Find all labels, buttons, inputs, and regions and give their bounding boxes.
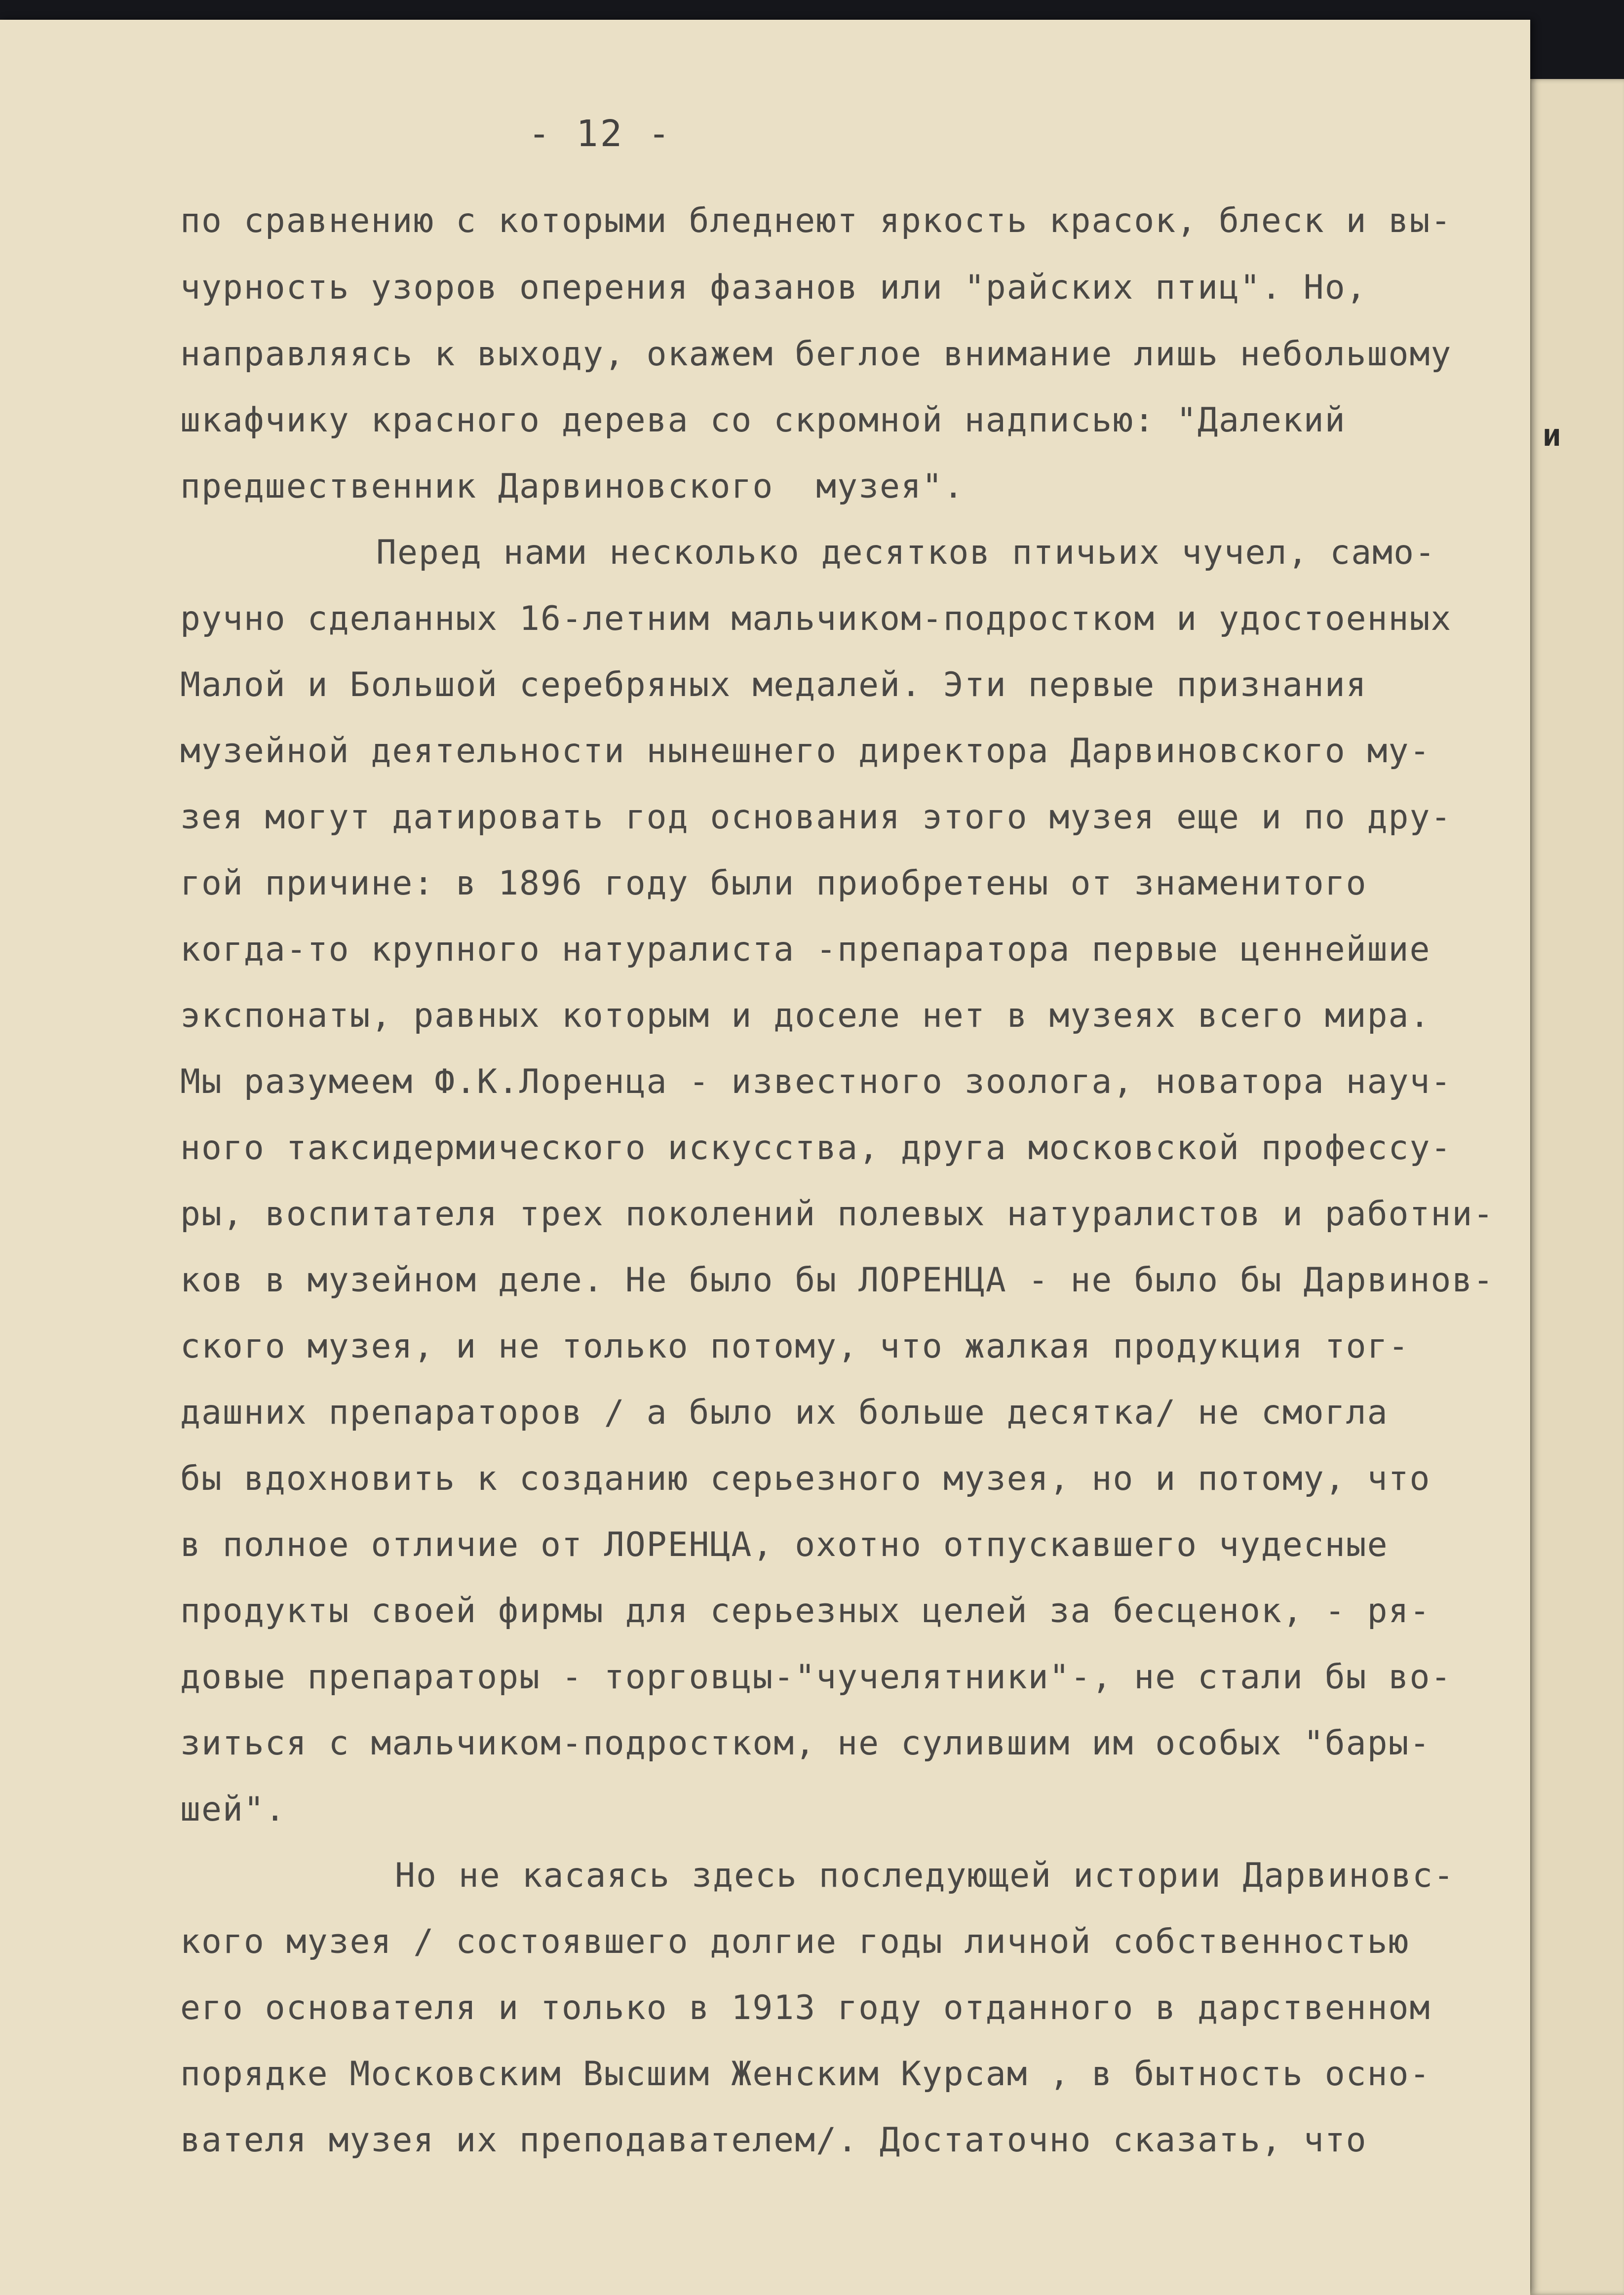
text-line: ного таксидермического искусства, друга московской профессу- (180, 1128, 1452, 1167)
text-line: музейной деятельности нынешнего директора Дарвиновского му- (180, 732, 1431, 771)
body-text (0, 20, 1530, 2295)
text-line: ручно сделанных 16-летним мальчиком-подростком и удостоенных (180, 599, 1452, 638)
text-line: экспонаты, равных которым и доселе нет в музеях всего мира. (180, 996, 1431, 1035)
text-line: Мы разумеем Ф.К.Лоренца - известного зоолога, новатора науч- (180, 1062, 1452, 1101)
page-number: - 12 - (528, 113, 672, 155)
text-line: Перед нами несколько десятков птичьих чучел, само- (376, 533, 1436, 572)
text-line: чурность узоров оперения фазанов или "райских птиц". Но, (180, 268, 1367, 307)
text-line: Но не касаясь здесь последующей истории Дарвиновс- (395, 1856, 1455, 1895)
text-line: когда-то крупного натуралиста -препаратора первые ценнейшие (180, 930, 1431, 969)
side-fragment: и (1543, 417, 1561, 453)
text-line: ков в музейном деле. Не было бы ЛОРЕНЦА - не было бы Дарвинов- (180, 1261, 1495, 1300)
text-line: Малой и Большой серебряных медалей. Эти первые признания (180, 665, 1367, 704)
text-line: довые препараторы - торговцы-"чучелятники"-, не стали бы во- (180, 1658, 1452, 1697)
text-line: кого музея / состоявшего долгие годы личной собственностью (180, 1922, 1410, 1961)
text-line: по сравнению с которыми бледнеют яркость красок, блеск и вы- (180, 201, 1452, 240)
typewritten-page (0, 20, 1530, 2295)
text-line: ры, воспитателя трех поколений полевых натуралистов и работни- (180, 1195, 1495, 1234)
text-line: шкафчику красного дерева со скромной надписью: "Далекий (180, 401, 1346, 440)
text-line: вателя музея их преподавателем/. Достаточно сказать, что (180, 2121, 1367, 2160)
text-line: зея могут датировать год основания этого музея еще и по дру- (180, 798, 1452, 837)
text-line: зиться с мальчиком-подростком, не сулившим им особых "бары- (180, 1724, 1431, 1763)
text-line: продукты своей фирмы для серьезных целей за бесценок, - ря- (180, 1592, 1431, 1631)
text-line: шей". (180, 1790, 286, 1829)
text-line: бы вдохновить к созданию серьезного музея, но и потому, что (180, 1459, 1431, 1498)
text-line: в полное отличие от ЛОРЕНЦА, охотно отпускавшего чудесные (180, 1525, 1389, 1564)
text-line: ского музея, и не только потому, что жалкая продукция тог- (180, 1327, 1410, 1366)
text-line: порядке Московским Высшим Женским Курсам , в бытность осно- (180, 2055, 1431, 2094)
text-line: дашних препараторов / а было их больше десятка/ не смогла (180, 1393, 1389, 1432)
text-line: его основателя и только в 1913 году отданного в дарственном (180, 1988, 1431, 2027)
text-line: гой причине: в 1896 году были приобретены от знаменитого (180, 864, 1367, 903)
text-line: предшественник Дарвиновского музея". (180, 467, 965, 506)
text-line: направляясь к выходу, окажем беглое внимание лишь небольшому (180, 335, 1452, 374)
